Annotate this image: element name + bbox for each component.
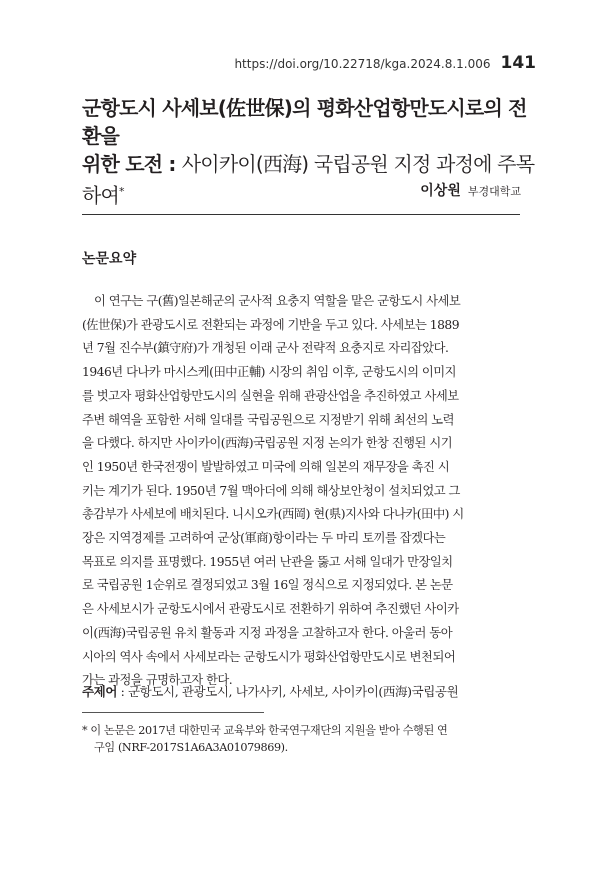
abstract-line: 로 국립공원 1순위로 결정되었고 3월 16일 정식으로 지정되었다. 본 논문 bbox=[82, 578, 453, 593]
footnote-divider bbox=[82, 712, 264, 713]
footnote bbox=[82, 722, 522, 756]
author-name: 이상원 bbox=[420, 183, 461, 199]
section-title-abstract: 논문요약 bbox=[82, 251, 137, 267]
title-line-2-bold: 위한 도전 : bbox=[82, 152, 182, 176]
author-block bbox=[420, 180, 521, 200]
abstract-line: 주변 해역을 포함한 서해 일대를 국립공원으로 지정받기 위해 최선의 노력 bbox=[82, 412, 455, 427]
author-affiliation: 부경대학교 bbox=[467, 185, 521, 198]
abstract-line: 총감부가 사세보에 배치된다. 니시오카(西岡) 현(県)지사와 다나카(田中) 시 bbox=[82, 507, 464, 522]
doi-link[interactable]: https://doi.org/10.22718/kga.2024.8.1.006 bbox=[234, 57, 491, 71]
header-divider bbox=[82, 214, 520, 215]
abstract-line: 목표로 의지를 표명했다. 1955년 여러 난관을 뚫고 서해 일대가 만장일치 bbox=[82, 554, 453, 569]
title-subtitle: 사이카이(西海) 국립공원 지정 과정에 주목하여 bbox=[82, 152, 535, 208]
page-header bbox=[234, 53, 536, 73]
abstract-body bbox=[82, 290, 520, 693]
abstract-line: 인 1950년 한국전쟁이 발발하였고 미국에 의해 일본의 재무장을 촉진 시 bbox=[82, 459, 450, 474]
abstract-line: 를 벗고자 평화산업항만도시의 실현을 위해 관광산업을 추진하였고 사세보 bbox=[82, 388, 459, 403]
keywords-separator: : bbox=[117, 684, 128, 699]
title-line-1: 군항도시 사세보(佐世保)의 평화산업항만도시로의 전환을 bbox=[82, 96, 527, 148]
keywords-text: 군항도시, 관광도시, 나가사키, 사세보, 사이카이(西海)국립공원 bbox=[128, 684, 459, 699]
abstract-line: 이(西海)국립공원 유치 활동과 지정 과정을 고찰하고자 한다. 아울러 동아 bbox=[82, 625, 453, 640]
abstract-line: 키는 계기가 된다. 1950년 7월 맥아더에 의해 해상보안청이 설치되었고 그 bbox=[82, 483, 460, 498]
abstract-line: 을 다했다. 하지만 사이카이(西海)국립공원 지정 논의가 한창 진행된 시기 bbox=[82, 436, 453, 451]
abstract-line: 가는 과정을 규명하고자 한다. bbox=[82, 673, 233, 688]
keywords bbox=[82, 682, 458, 700]
abstract-line: 년 7월 진수부(鎮守府)가 개청된 이래 군사 전략적 요충지로 자리잡았다. bbox=[82, 341, 449, 356]
title-footnote-mark: * bbox=[119, 185, 124, 198]
footnote-line-2: 구임 (NRF-2017S1A6A3A01079869). bbox=[94, 741, 288, 754]
abstract-line: 시아의 역사 속에서 사세보라는 군항도시가 평화산업항만도시로 변천되어 bbox=[82, 649, 456, 664]
footnote-line-1: * 이 논문은 2017년 대한민국 교육부와 한국연구재단의 지원을 받아 수행된 연 bbox=[82, 724, 448, 737]
abstract-line: 1946년 다나카 마시스케(田中正輔) 시장의 취임 이후, 군항도시의 이미지 bbox=[82, 365, 457, 380]
page-number: 141 bbox=[500, 53, 536, 73]
abstract-line: 장은 지역경제를 고려하여 군상(軍商)항이라는 두 마리 토끼를 잡겠다는 bbox=[82, 531, 446, 546]
abstract-line: (佐世保)가 관광도시로 전환되는 과정에 기반을 두고 있다. 사세보는 1889 bbox=[82, 317, 460, 332]
abstract-line: 은 사세보시가 군항도시에서 관광도시로 전환하기 위하여 추진했던 사이카 bbox=[82, 602, 459, 617]
abstract-line: 이 연구는 구(舊)일본해군의 군사적 요충지 역할을 맡은 군항도시 사세보 bbox=[94, 294, 461, 308]
keywords-label: 주제어 bbox=[82, 684, 118, 699]
